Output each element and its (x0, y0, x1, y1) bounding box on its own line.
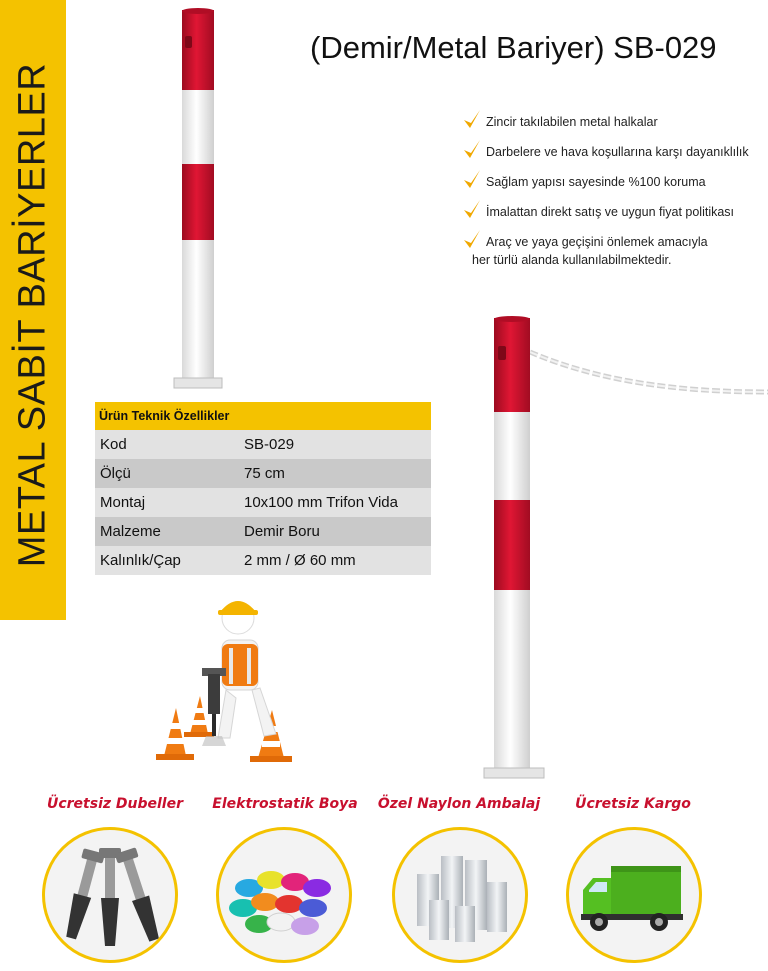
screw-anchors-icon (45, 830, 175, 960)
checkmark-icon (462, 139, 482, 161)
spec-key: Montaj (100, 494, 146, 511)
checkmark-icon (462, 199, 482, 221)
side-band (0, 0, 66, 620)
spec-key: Kalınlık/Çap (100, 552, 181, 569)
perk-label: Ücretsiz Kargo (575, 796, 691, 812)
side-title: METAL SABİT BARİYERLER (11, 62, 54, 568)
spec-table (95, 402, 431, 575)
perk-ambalaj (374, 796, 544, 812)
page-title: (Demir/Metal Bariyer) SB-029 (310, 30, 717, 65)
spec-value: Demir Boru (244, 523, 320, 540)
checkmark-icon (462, 109, 482, 131)
feature-item: Zincir takılabilen metal halkalar (462, 113, 768, 131)
perk-image-ambalaj (392, 827, 528, 963)
paint-powder-icon (219, 830, 349, 960)
traffic-cone-icon (250, 710, 292, 762)
construction-worker-illustration (146, 588, 306, 768)
spec-value: SB-029 (244, 436, 295, 453)
checkmark-icon (462, 229, 482, 251)
perk-label: Elektrostatik Boya (212, 796, 358, 812)
feature-item: İmalattan direkt satış ve uygun fiyat politikası (462, 203, 768, 221)
checkmark-icon (462, 169, 482, 191)
spec-value: 75 cm (244, 465, 285, 482)
feature-item: Araç ve yaya geçişini önlemek amacıyla her türlü alanda kullanılabilmektedir. (462, 233, 768, 269)
perk-label: Ücretsiz Dubeller (46, 796, 183, 812)
perk-kargo (548, 796, 718, 812)
spec-value: 2 mm / Ø 60 mm (244, 552, 356, 569)
spec-key: Kod (100, 436, 127, 453)
perk-boya (200, 796, 370, 812)
perk-label: Özel Naylon Ambalaj (377, 796, 541, 812)
table-row (95, 517, 431, 546)
spec-key: Malzeme (100, 523, 161, 540)
spec-value: 10x100 mm Trifon Vida (244, 494, 398, 511)
feature-list (462, 113, 768, 281)
bollard-image-top (168, 6, 236, 394)
feature-item: Darbelere ve hava koşullarına karşı dayanıklılık (462, 143, 768, 161)
bollard-image-right (480, 312, 768, 786)
perk-image-kargo (566, 827, 702, 963)
table-row (95, 459, 431, 488)
spec-table-title: Ürün Teknik Özellikler (95, 402, 431, 430)
table-row (95, 546, 431, 575)
feature-item: Sağlam yapısı sayesinde %100 koruma (462, 173, 768, 191)
spec-table-body (95, 430, 431, 575)
delivery-truck-icon (569, 830, 699, 960)
plastic-wrap-rolls-icon (395, 830, 525, 960)
perk-image-dubeller (42, 827, 178, 963)
table-row (95, 430, 431, 459)
perk-dubeller (30, 796, 200, 812)
spec-key: Ölçü (100, 465, 131, 482)
perk-image-boya (216, 827, 352, 963)
table-row (95, 488, 431, 517)
